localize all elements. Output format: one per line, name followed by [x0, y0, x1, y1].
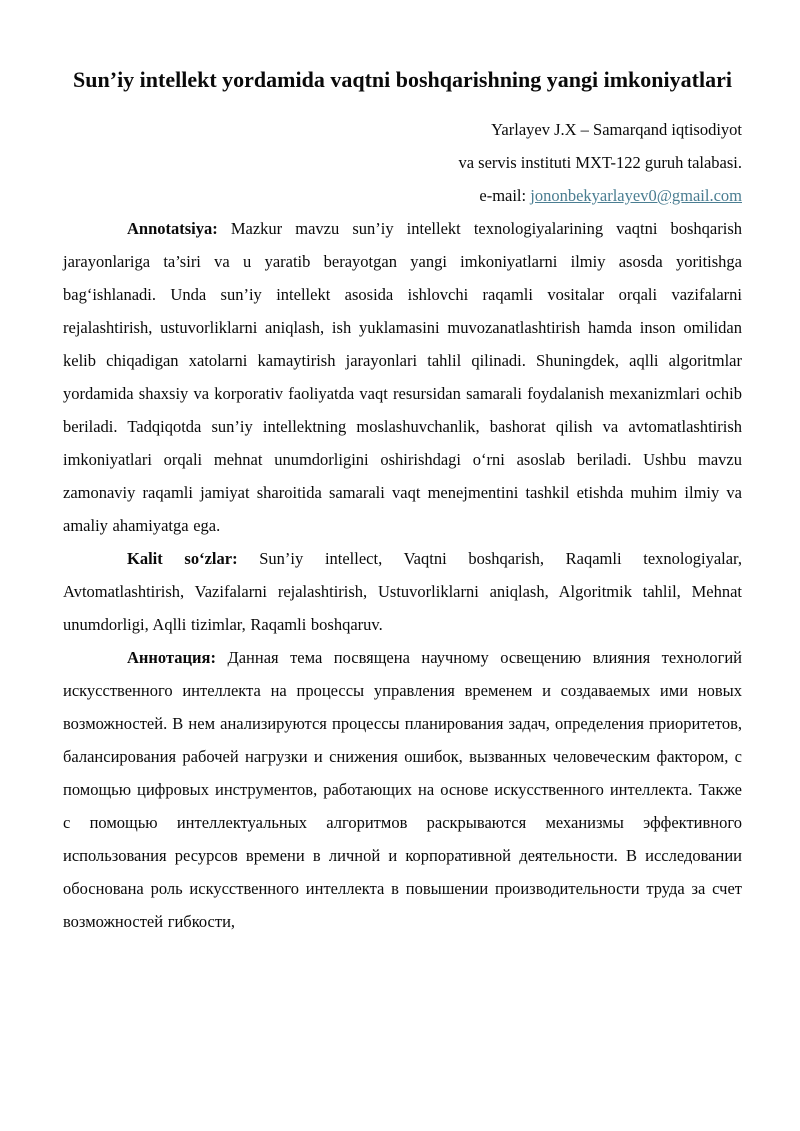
paragraph-text-annotatsiya: Mazkur mavzu sun’iy intellekt texnologiyalarining vaqtni boshqarish jarayonlariga ta’siri va u yaratib berayotgan yangi imkoniyatlarni ilmiy asosda yoritishga bag‘ishlanadi. Unda sun’iy intellekt asosida ishlovchi raqamli vositalar orqali vazifalarni rejalashtirish, ustuvorliklarni aniqlash, ish yuklamasini muvozanatlashtirish hamda inson omilidan kelib chiqadigan xatolarni kamaytirish jarayonlari tahlil qilinadi. Shuningdek, aqlli algoritmlar yordamida shaxsiy va korporativ faoliyatda vaqt resursidan samarali foydalanish mexanizmlari ochib beriladi. Tadqiqotda sun’iy intellektning moslashuvchanlik, bashorat qilish va avtomatlashtirish imkoniyatlari orqali mehnat unumdorligini oshirishdagi o‘rni asoslab beriladi. Ushbu mavzu zamonaviy raqamli jamiyat sharoitida samarali vaqt menejmentini tashkil etishda muhim ilmiy va amaliy ahamiyatga ega. — [63, 219, 742, 535]
page-title: Sun’iy intellekt yordamida vaqtni boshqarishning yangi imkoniyatlari — [73, 67, 732, 92]
document-body — [63, 212, 742, 938]
paragraph-text-annotaciya-ru: Данная тема посвящена научному освещению влияния технологий искусственного интеллекта на процессы управления временем и создаваемых ими новых возможностей. В нем анализируются процессы планирования задач, определения приоритетов, балансирования рабочей нагрузки и снижения ошибок, вызванных человеческим фактором, с помощью цифровых инструментов, работающих на основе искусственного интеллекта. Также с помощью интеллектуальных алгоритмов раскрываются механизмы эффективного использования ресурсов времени в личной и корпоративной деятельности. В исследовании обоснована роль искусственного интеллекта в повышении производительности труда за счет возможностей гибкости, — [63, 648, 742, 931]
email-label: e-mail: — [479, 186, 531, 205]
paragraph-annotatsiya — [63, 212, 742, 542]
author-name-affiliation: Yarlayev J.X – Samarqand iqtisodiyot — [491, 120, 742, 139]
author-block — [63, 113, 742, 212]
paragraph-label-keywords: Kalit so‘zlar: — [127, 549, 238, 568]
paragraph-text-keywords: Sun’iy intellect, Vaqtni boshqarish, Raqamli texnologiyalar, Avtomatlashtirish, Vazifalarni rejalashtirish, Ustuvorliklarni aniqlash, Algoritmik tahlil, Mehnat unumdorligi, Aqlli tizimlar, Raqamli boshqaruv. — [63, 549, 743, 634]
paragraph-keywords — [63, 542, 742, 641]
author-email-line — [63, 179, 742, 212]
paragraph-annotaciya-ru — [63, 641, 742, 938]
paragraph-label-annotaciya-ru: Аннотация: — [127, 648, 216, 667]
email-link[interactable]: jononbekyarlayev0@gmail.com — [530, 186, 742, 205]
paragraph-label-annotatsiya: Annotatsiya: — [127, 219, 218, 238]
author-institute-group: va servis instituti MXT-122 guruh talabasi. — [458, 153, 742, 172]
